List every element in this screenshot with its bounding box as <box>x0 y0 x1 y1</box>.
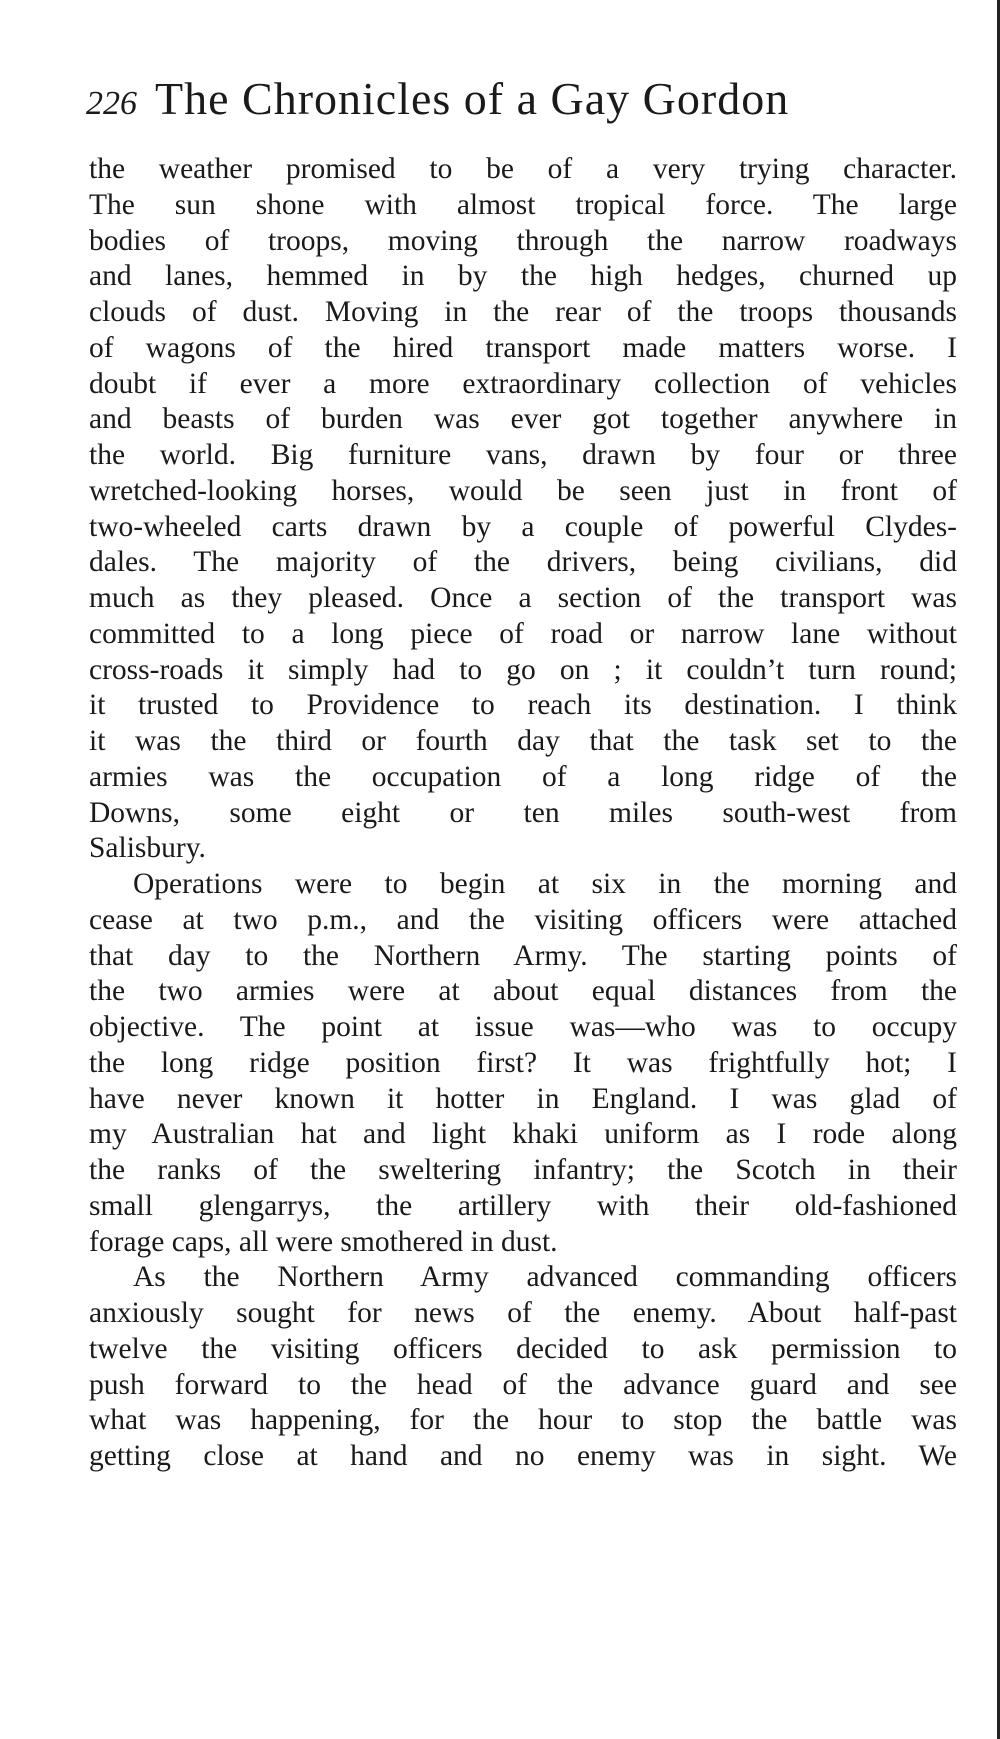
text-line: dales. The majority of the drivers, being civilians, did <box>89 546 957 579</box>
page-header <box>86 72 916 136</box>
text-line: wretched-looking horses, would be seen just in front of <box>89 474 957 507</box>
body-text <box>89 152 957 1475</box>
text-line: bodies of troops, moving through the narrow roadways <box>89 224 957 257</box>
text-line: two-wheeled carts drawn by a couple of powerful Clydes- <box>89 510 957 543</box>
text-line: push forward to the head of the advance guard and see <box>89 1368 957 1401</box>
paragraph-first-line: Operations were to begin at six in the morning and <box>133 868 957 900</box>
page-number: 226 <box>86 85 137 122</box>
text-line: and beasts of burden was ever got together anywhere in <box>89 403 957 436</box>
text-line: committed to a long piece of road or narrow lane without <box>89 617 957 650</box>
text-line: much as they pleased. Once a section of the transport was <box>89 582 957 614</box>
text-line: cease at two p.m., and the visiting officers were attached <box>89 903 957 936</box>
text-line: the world. Big furniture vans, drawn by four or three <box>89 439 957 471</box>
running-title: The Chronicles of a Gay Gordon <box>155 73 790 124</box>
text-line: my Australian hat and light khaki uniform as I rode along <box>89 1118 957 1151</box>
text-line: getting close at hand and no enemy was in sight. We <box>89 1440 957 1472</box>
text-line: cross-roads it simply had to go on ; it couldn’t turn round; <box>89 653 957 686</box>
text-line: armies was the occupation of a long ridge of the <box>89 760 957 793</box>
text-line: the long ridge position first? It was frightfully hot; I <box>89 1046 957 1079</box>
text-line: The sun shone with almost tropical force. The large <box>89 188 957 221</box>
text-line: it was the third or fourth day that the task set to the <box>89 725 957 757</box>
text-line: Downs, some eight or ten miles south-west from <box>89 796 957 829</box>
text-line: small glengarrys, the artillery with their old-fashioned <box>89 1189 957 1222</box>
text-line: the weather promised to be of a very trying character. <box>89 153 957 185</box>
text-line: anxiously sought for news of the enemy. About half-past <box>89 1297 957 1329</box>
text-line: have never known it hotter in England. I was glad of <box>89 1082 957 1115</box>
paragraph-first-line: As the Northern Army advanced commanding officers <box>133 1261 957 1294</box>
text-line: clouds of dust. Moving in the rear of the troops thousands <box>89 296 957 328</box>
text-line: the two armies were at about equal distances from the <box>89 975 957 1008</box>
text-line: the ranks of the sweltering infantry; the Scotch in their <box>89 1154 957 1186</box>
text-line: of wagons of the hired transport made matters worse. I <box>89 331 957 364</box>
text-line: forage caps, all were smothered in dust. <box>89 1225 558 1258</box>
text-line: doubt if ever a more extraordinary collection of vehicles <box>89 367 957 400</box>
text-line: what was happening, for the hour to stop the battle was <box>89 1404 957 1437</box>
text-line: that day to the Northern Army. The starting points of <box>89 939 957 972</box>
text-line: Salisbury. <box>89 832 206 865</box>
text-line: objective. The point at issue was—who was to occupy <box>89 1011 957 1043</box>
text-line: and lanes, hemmed in by the high hedges, churned up <box>89 260 957 293</box>
text-line: it trusted to Providence to reach its destination. I think <box>89 689 957 722</box>
text-line: twelve the visiting officers decided to ask permission to <box>89 1332 957 1365</box>
